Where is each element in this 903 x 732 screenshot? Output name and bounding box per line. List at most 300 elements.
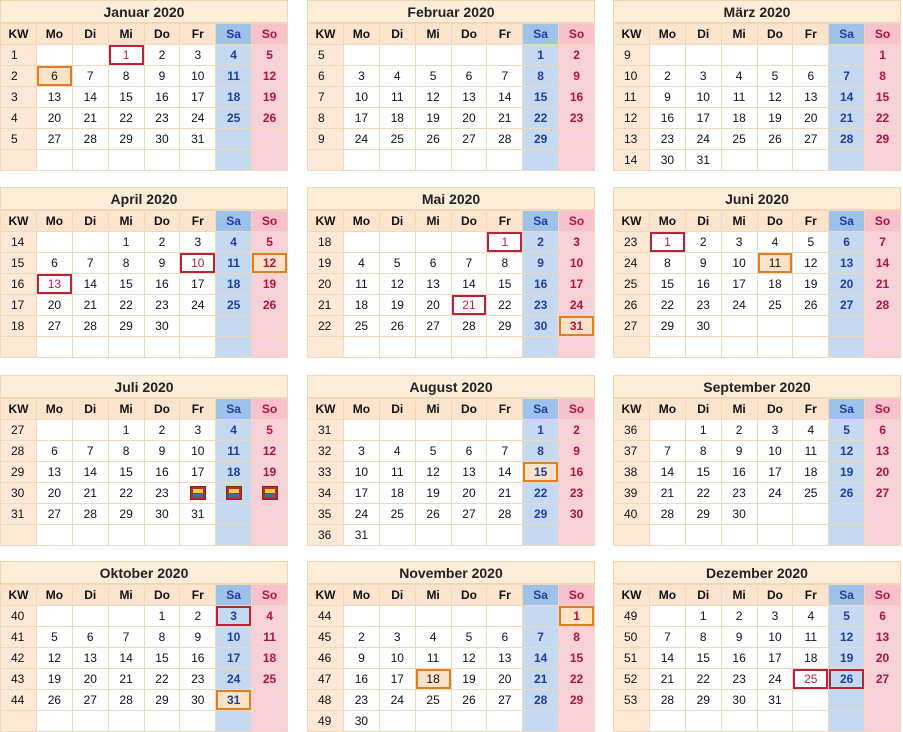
day-cell[interactable]: 26 [415,504,451,525]
day-cell[interactable]: 30 [523,316,559,337]
day-cell[interactable] [415,711,451,732]
day-cell[interactable] [721,316,757,337]
day-cell[interactable]: 12 [793,253,829,274]
day-cell[interactable]: 22 [108,295,144,316]
day-cell[interactable]: 3 [180,420,216,441]
day-cell[interactable]: 4 [344,253,380,274]
day-cell[interactable]: 25 [379,504,415,525]
day-cell[interactable] [559,337,595,358]
day-cell[interactable]: 18 [793,462,829,483]
day-cell[interactable]: 11 [757,253,793,274]
day-cell[interactable]: 9 [685,253,721,274]
day-cell[interactable]: 13 [415,274,451,295]
day-cell[interactable] [793,45,829,66]
day-cell[interactable] [451,711,487,732]
day-cell[interactable] [829,690,865,711]
day-cell[interactable]: 2 [559,45,595,66]
day-cell[interactable]: 24 [559,295,595,316]
day-cell[interactable]: 29 [144,690,180,711]
day-cell[interactable]: 7 [72,441,108,462]
day-cell[interactable]: 11 [415,648,451,669]
day-cell[interactable]: 31 [757,690,793,711]
day-cell[interactable]: 8 [108,66,144,87]
day-cell[interactable]: 7 [487,66,523,87]
day-cell[interactable]: 31 [180,504,216,525]
day-cell[interactable] [523,525,559,546]
day-cell[interactable]: 3 [757,420,793,441]
day-cell[interactable]: 22 [685,669,721,690]
day-cell[interactable] [793,337,829,358]
day-cell[interactable]: 5 [451,627,487,648]
day-cell[interactable]: 30 [144,504,180,525]
day-cell[interactable]: 23 [144,483,180,504]
day-cell[interactable]: 28 [487,129,523,150]
day-cell[interactable]: 17 [344,483,380,504]
day-cell[interactable]: 24 [180,295,216,316]
day-cell[interactable] [108,525,144,546]
day-cell[interactable] [829,150,865,171]
day-cell[interactable]: 26 [451,690,487,711]
day-cell[interactable]: 14 [829,87,865,108]
day-cell[interactable] [559,711,595,732]
day-cell[interactable]: 29 [108,129,144,150]
day-cell[interactable] [721,150,757,171]
day-cell[interactable] [216,504,252,525]
day-cell[interactable] [829,45,865,66]
day-cell[interactable]: 1 [108,420,144,441]
day-cell[interactable]: 8 [650,253,686,274]
day-cell[interactable]: 19 [379,295,415,316]
day-cell[interactable]: 27 [451,504,487,525]
day-cell[interactable]: 8 [685,627,721,648]
day-cell[interactable] [865,150,901,171]
day-cell[interactable] [487,606,523,627]
day-cell[interactable]: 27 [72,690,108,711]
day-cell[interactable]: 27 [37,129,73,150]
day-cell[interactable] [379,232,415,253]
day-cell[interactable] [37,525,73,546]
day-cell[interactable] [108,337,144,358]
day-cell[interactable] [379,606,415,627]
day-cell[interactable] [523,150,559,171]
day-cell[interactable]: 22 [523,483,559,504]
day-cell[interactable] [865,504,901,525]
day-cell[interactable]: 25 [216,108,252,129]
day-cell[interactable]: 25 [793,669,829,690]
day-cell[interactable]: 31 [685,150,721,171]
day-cell[interactable]: 10 [379,648,415,669]
day-cell[interactable]: 5 [829,420,865,441]
day-cell[interactable]: 15 [523,87,559,108]
day-cell[interactable] [865,337,901,358]
day-cell[interactable] [37,337,73,358]
day-cell[interactable]: 18 [721,108,757,129]
day-cell[interactable]: 17 [180,274,216,295]
day-cell[interactable]: 22 [865,108,901,129]
day-cell[interactable]: 21 [523,669,559,690]
day-cell[interactable]: 12 [252,253,288,274]
day-cell[interactable]: 8 [487,253,523,274]
day-cell[interactable]: 14 [523,648,559,669]
day-cell[interactable] [451,337,487,358]
day-cell[interactable]: 20 [72,669,108,690]
day-cell[interactable]: 30 [721,690,757,711]
day-cell[interactable] [37,45,73,66]
day-cell[interactable] [757,504,793,525]
day-cell[interactable]: 20 [865,462,901,483]
day-cell[interactable] [559,129,595,150]
day-cell[interactable]: 7 [72,253,108,274]
day-cell[interactable]: 2 [721,420,757,441]
day-cell[interactable]: 16 [523,274,559,295]
day-cell[interactable] [415,45,451,66]
day-cell[interactable] [37,150,73,171]
day-cell[interactable] [37,711,73,732]
day-cell[interactable]: 20 [37,295,73,316]
day-cell[interactable]: 18 [216,87,252,108]
day-cell[interactable]: 4 [252,606,288,627]
day-cell[interactable] [72,606,108,627]
day-cell[interactable]: 13 [865,627,901,648]
day-cell[interactable] [37,232,73,253]
day-cell[interactable]: 26 [829,669,865,690]
day-cell[interactable]: 17 [180,87,216,108]
day-cell[interactable] [72,232,108,253]
day-cell[interactable]: 27 [865,669,901,690]
day-cell[interactable]: 14 [72,462,108,483]
day-cell[interactable] [487,45,523,66]
day-cell[interactable] [415,606,451,627]
day-cell[interactable]: 6 [37,253,73,274]
day-cell[interactable]: 3 [344,66,380,87]
day-cell[interactable]: 30 [144,129,180,150]
day-cell[interactable]: 4 [793,420,829,441]
day-cell[interactable]: 15 [865,87,901,108]
day-cell[interactable]: 17 [180,462,216,483]
day-cell[interactable]: 5 [37,627,73,648]
day-cell[interactable]: 24 [379,690,415,711]
day-cell[interactable]: 8 [108,441,144,462]
day-cell[interactable]: 25 [757,295,793,316]
day-cell[interactable] [108,711,144,732]
day-cell[interactable] [144,337,180,358]
day-cell[interactable] [379,45,415,66]
day-cell[interactable]: 4 [793,606,829,627]
day-cell[interactable]: 7 [865,232,901,253]
day-cell[interactable]: 28 [523,690,559,711]
day-cell[interactable]: 22 [523,108,559,129]
day-cell[interactable]: 2 [144,420,180,441]
day-cell[interactable] [216,483,252,504]
day-cell[interactable] [685,525,721,546]
day-cell[interactable]: 11 [216,441,252,462]
day-cell[interactable]: 24 [685,129,721,150]
day-cell[interactable]: 20 [451,108,487,129]
day-cell[interactable]: 15 [523,462,559,483]
day-cell[interactable]: 9 [180,627,216,648]
day-cell[interactable]: 29 [108,316,144,337]
day-cell[interactable]: 4 [379,66,415,87]
day-cell[interactable]: 6 [793,66,829,87]
day-cell[interactable]: 7 [650,627,686,648]
day-cell[interactable] [487,150,523,171]
day-cell[interactable]: 20 [37,108,73,129]
day-cell[interactable]: 25 [793,483,829,504]
day-cell[interactable]: 12 [252,441,288,462]
day-cell[interactable] [344,420,380,441]
day-cell[interactable]: 10 [344,87,380,108]
day-cell[interactable]: 10 [216,627,252,648]
day-cell[interactable]: 3 [721,232,757,253]
day-cell[interactable]: 24 [757,669,793,690]
day-cell[interactable] [650,525,686,546]
day-cell[interactable]: 21 [865,274,901,295]
day-cell[interactable]: 30 [559,504,595,525]
day-cell[interactable]: 20 [487,669,523,690]
day-cell[interactable] [865,690,901,711]
day-cell[interactable] [487,337,523,358]
day-cell[interactable]: 10 [180,441,216,462]
day-cell[interactable]: 30 [650,150,686,171]
day-cell[interactable] [379,337,415,358]
day-cell[interactable]: 14 [451,274,487,295]
day-cell[interactable] [829,504,865,525]
day-cell[interactable] [37,606,73,627]
day-cell[interactable]: 15 [487,274,523,295]
day-cell[interactable]: 1 [487,232,523,253]
day-cell[interactable]: 23 [523,295,559,316]
day-cell[interactable] [415,420,451,441]
day-cell[interactable]: 20 [865,648,901,669]
day-cell[interactable]: 20 [37,483,73,504]
day-cell[interactable]: 30 [180,690,216,711]
day-cell[interactable]: 10 [685,87,721,108]
day-cell[interactable]: 16 [144,274,180,295]
day-cell[interactable] [650,420,686,441]
day-cell[interactable]: 9 [559,66,595,87]
day-cell[interactable]: 6 [865,606,901,627]
day-cell[interactable]: 11 [379,87,415,108]
day-cell[interactable]: 7 [523,627,559,648]
day-cell[interactable]: 29 [865,129,901,150]
day-cell[interactable]: 17 [216,648,252,669]
day-cell[interactable]: 1 [685,606,721,627]
day-cell[interactable] [379,420,415,441]
day-cell[interactable]: 13 [37,274,73,295]
day-cell[interactable]: 13 [865,441,901,462]
day-cell[interactable] [487,420,523,441]
day-cell[interactable]: 10 [559,253,595,274]
day-cell[interactable] [72,337,108,358]
day-cell[interactable] [252,504,288,525]
day-cell[interactable]: 16 [721,648,757,669]
day-cell[interactable]: 27 [865,483,901,504]
day-cell[interactable]: 8 [685,441,721,462]
day-cell[interactable]: 13 [37,87,73,108]
day-cell[interactable]: 15 [108,274,144,295]
day-cell[interactable]: 11 [793,441,829,462]
day-cell[interactable]: 3 [559,232,595,253]
day-cell[interactable]: 7 [829,66,865,87]
day-cell[interactable] [793,316,829,337]
day-cell[interactable]: 19 [829,648,865,669]
day-cell[interactable]: 2 [180,606,216,627]
day-cell[interactable]: 19 [451,669,487,690]
day-cell[interactable]: 2 [685,232,721,253]
day-cell[interactable]: 18 [793,648,829,669]
day-cell[interactable]: 21 [650,483,686,504]
day-cell[interactable]: 20 [793,108,829,129]
day-cell[interactable]: 3 [379,627,415,648]
day-cell[interactable]: 23 [559,483,595,504]
day-cell[interactable]: 11 [344,274,380,295]
day-cell[interactable]: 21 [487,108,523,129]
day-cell[interactable]: 30 [685,316,721,337]
day-cell[interactable]: 4 [216,45,252,66]
day-cell[interactable]: 27 [37,316,73,337]
day-cell[interactable]: 1 [108,232,144,253]
day-cell[interactable]: 5 [757,66,793,87]
day-cell[interactable]: 15 [108,462,144,483]
day-cell[interactable] [650,606,686,627]
day-cell[interactable]: 28 [650,690,686,711]
day-cell[interactable] [721,711,757,732]
day-cell[interactable]: 18 [216,274,252,295]
day-cell[interactable] [559,150,595,171]
day-cell[interactable] [487,711,523,732]
day-cell[interactable]: 8 [108,253,144,274]
day-cell[interactable]: 31 [344,525,380,546]
day-cell[interactable] [180,525,216,546]
day-cell[interactable] [252,711,288,732]
day-cell[interactable]: 27 [415,316,451,337]
day-cell[interactable]: 26 [252,108,288,129]
day-cell[interactable] [757,45,793,66]
day-cell[interactable]: 18 [379,483,415,504]
day-cell[interactable]: 15 [685,462,721,483]
day-cell[interactable] [216,711,252,732]
day-cell[interactable] [650,711,686,732]
day-cell[interactable] [685,337,721,358]
day-cell[interactable]: 28 [72,316,108,337]
day-cell[interactable] [180,711,216,732]
day-cell[interactable]: 18 [344,295,380,316]
day-cell[interactable] [180,316,216,337]
day-cell[interactable] [72,420,108,441]
day-cell[interactable]: 15 [685,648,721,669]
day-cell[interactable]: 16 [344,669,380,690]
day-cell[interactable]: 10 [180,253,216,274]
day-cell[interactable]: 12 [379,274,415,295]
day-cell[interactable]: 5 [793,232,829,253]
day-cell[interactable] [216,337,252,358]
day-cell[interactable]: 27 [829,295,865,316]
day-cell[interactable] [72,45,108,66]
day-cell[interactable]: 14 [865,253,901,274]
day-cell[interactable] [144,711,180,732]
day-cell[interactable] [523,711,559,732]
day-cell[interactable]: 10 [344,462,380,483]
day-cell[interactable]: 28 [72,504,108,525]
day-cell[interactable]: 5 [252,420,288,441]
day-cell[interactable]: 8 [523,66,559,87]
day-cell[interactable]: 24 [180,108,216,129]
day-cell[interactable]: 1 [559,606,595,627]
day-cell[interactable]: 22 [108,483,144,504]
day-cell[interactable]: 19 [252,274,288,295]
day-cell[interactable] [108,606,144,627]
day-cell[interactable]: 12 [829,441,865,462]
day-cell[interactable]: 7 [108,627,144,648]
day-cell[interactable]: 7 [451,253,487,274]
day-cell[interactable]: 17 [344,108,380,129]
day-cell[interactable]: 5 [415,441,451,462]
day-cell[interactable] [216,150,252,171]
day-cell[interactable]: 16 [559,462,595,483]
day-cell[interactable] [721,337,757,358]
day-cell[interactable]: 28 [865,295,901,316]
day-cell[interactable] [344,232,380,253]
day-cell[interactable]: 22 [559,669,595,690]
day-cell[interactable] [379,711,415,732]
day-cell[interactable]: 5 [829,606,865,627]
day-cell[interactable]: 9 [650,87,686,108]
day-cell[interactable]: 22 [487,295,523,316]
day-cell[interactable]: 31 [180,129,216,150]
day-cell[interactable]: 23 [559,108,595,129]
day-cell[interactable]: 20 [829,274,865,295]
day-cell[interactable]: 24 [344,504,380,525]
day-cell[interactable]: 20 [415,295,451,316]
day-cell[interactable]: 23 [144,108,180,129]
day-cell[interactable]: 12 [415,462,451,483]
day-cell[interactable] [451,45,487,66]
day-cell[interactable]: 26 [252,295,288,316]
day-cell[interactable]: 23 [721,483,757,504]
day-cell[interactable]: 3 [216,606,252,627]
day-cell[interactable]: 15 [559,648,595,669]
day-cell[interactable]: 9 [144,441,180,462]
day-cell[interactable]: 10 [757,627,793,648]
day-cell[interactable]: 21 [451,295,487,316]
day-cell[interactable]: 7 [72,66,108,87]
day-cell[interactable]: 14 [650,462,686,483]
day-cell[interactable]: 28 [108,690,144,711]
day-cell[interactable] [721,525,757,546]
day-cell[interactable]: 30 [144,316,180,337]
day-cell[interactable]: 2 [144,232,180,253]
day-cell[interactable] [72,711,108,732]
day-cell[interactable] [829,316,865,337]
day-cell[interactable]: 18 [216,462,252,483]
day-cell[interactable]: 8 [559,627,595,648]
day-cell[interactable]: 9 [144,253,180,274]
day-cell[interactable]: 1 [865,45,901,66]
day-cell[interactable] [252,150,288,171]
day-cell[interactable]: 25 [216,295,252,316]
day-cell[interactable] [865,711,901,732]
day-cell[interactable]: 12 [829,627,865,648]
day-cell[interactable]: 6 [37,441,73,462]
day-cell[interactable]: 2 [523,232,559,253]
day-cell[interactable] [451,420,487,441]
day-cell[interactable]: 31 [559,316,595,337]
day-cell[interactable]: 8 [865,66,901,87]
day-cell[interactable]: 6 [451,66,487,87]
day-cell[interactable] [252,337,288,358]
day-cell[interactable]: 8 [523,441,559,462]
day-cell[interactable] [559,525,595,546]
